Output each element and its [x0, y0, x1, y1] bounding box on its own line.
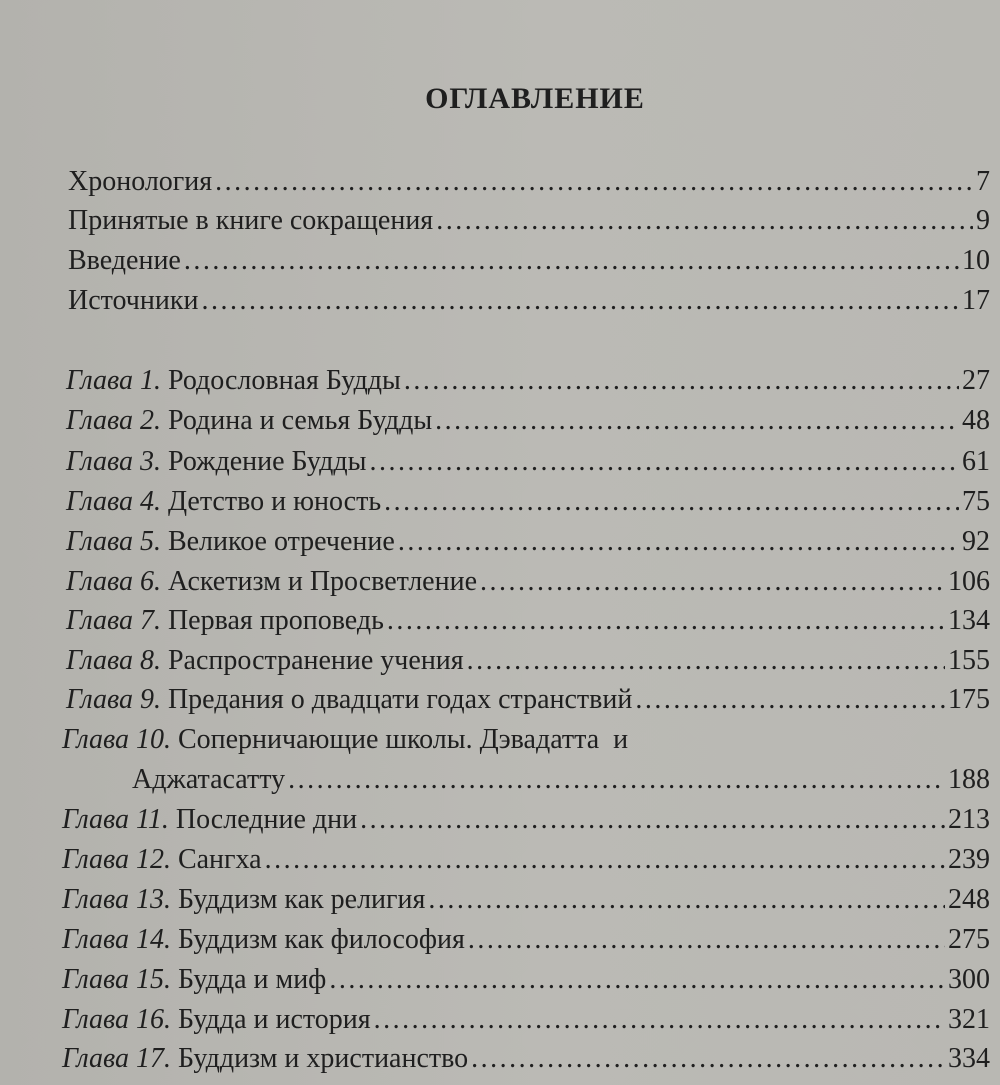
chapter-label: Глава 14.: [62, 924, 171, 955]
chapter-page: 334: [948, 1043, 990, 1074]
chapter-label: Глава 7.: [66, 605, 161, 636]
chapter-page: 27: [962, 365, 990, 396]
entry-title: Источники: [68, 285, 199, 316]
chapter-title: Рождение Будды: [167, 446, 367, 477]
leader-dots: [329, 960, 945, 1000]
chapter-page: 61: [962, 446, 990, 477]
entry-title: Введение: [68, 245, 181, 276]
chapter-entry: [66, 522, 990, 562]
chapter-page: 275: [948, 924, 990, 955]
chapter-label: Глава 8.: [66, 645, 161, 676]
chapter-title: Буддизм и христианство: [177, 1043, 469, 1074]
chapter-title: Распространение учения: [167, 645, 464, 676]
chapter-page: 106: [948, 566, 990, 597]
chapter-label: Глава 4.: [66, 486, 161, 517]
chapter-title: Будда и история: [177, 1004, 371, 1035]
chapter-title-line1: Соперничающие школы. Дэвадатта и: [177, 724, 629, 755]
chapter-label: Глава 1.: [66, 365, 161, 396]
leader-dots: [374, 1000, 945, 1040]
chapter-page: 248: [948, 884, 990, 915]
leader-dots: [201, 281, 959, 321]
chapter-label: Глава 2.: [66, 405, 161, 436]
chapter-title: Буддизм как религия: [177, 884, 426, 915]
chapter-page: 300: [948, 964, 990, 995]
leader-dots: [387, 601, 945, 641]
chapter-entry: [62, 1039, 990, 1079]
chapter-entry: [62, 800, 990, 840]
toc-heading: ОГЛАВЛЕНИЕ: [425, 82, 645, 115]
chapter-title: Родина и семья Будды: [167, 405, 433, 436]
chapter-page: 75: [962, 486, 990, 517]
chapter-entry: [66, 361, 990, 401]
leader-dots: [471, 1039, 945, 1079]
chapter-title: Сангха: [177, 844, 262, 875]
entry-page: 10: [962, 245, 990, 276]
chapter-label: Глава 10.: [62, 724, 171, 755]
entry-page: 7: [976, 166, 990, 197]
chapter-entry: [62, 1000, 990, 1040]
leader-dots: [184, 241, 959, 281]
chapter-title: Родословная Будды: [167, 365, 401, 396]
chapter-entry: [62, 920, 990, 960]
entry-page: 17: [962, 285, 990, 316]
leader-dots: [436, 201, 973, 241]
leader-dots: [480, 562, 945, 602]
chapter-entry: [66, 641, 990, 681]
chapter-label: Глава 17.: [62, 1043, 171, 1074]
chapter-title: Великое отречение: [167, 526, 395, 557]
leader-dots: [360, 800, 945, 840]
entry-title: Хронология: [68, 166, 213, 197]
leader-dots: [265, 840, 945, 880]
entry-title: Принятые в книге сокращения: [68, 205, 434, 236]
chapter-title: Аскетизм и Просветление: [167, 566, 477, 597]
chapter-label: Глава 13.: [62, 884, 171, 915]
chapter-title: Буддизм как философия: [177, 924, 465, 955]
chapter-label: Глава 3.: [66, 446, 161, 477]
chapter-page: 188: [948, 764, 990, 795]
chapter-title: Последние дни: [175, 804, 358, 835]
chapter-page: 175: [948, 684, 990, 715]
chapter-entry: [62, 960, 990, 1000]
toc-entry: [68, 281, 990, 321]
leader-dots: [467, 641, 945, 681]
chapter-entry: [62, 840, 990, 880]
chapter-entry: [66, 601, 990, 641]
chapter-title: Первая проповедь: [167, 605, 384, 636]
toc-entry: [68, 241, 990, 281]
chapter-page: 213: [948, 804, 990, 835]
leader-dots: [384, 482, 959, 522]
chapter-entry: [66, 482, 990, 522]
toc-entry: [68, 201, 990, 241]
leader-dots: [468, 920, 945, 960]
leader-dots: [428, 880, 945, 920]
chapter-page: 92: [962, 526, 990, 557]
chapter-entry: [66, 680, 990, 720]
chapter-entry: [66, 442, 990, 482]
chapter-label: Глава 6.: [66, 566, 161, 597]
leader-dots: [404, 361, 959, 401]
chapter-entry: [66, 562, 990, 602]
chapter-label: Глава 9.: [66, 684, 161, 715]
chapter-entry: [66, 401, 990, 441]
chapter-label: Глава 5.: [66, 526, 161, 557]
chapter-page: 48: [962, 405, 990, 436]
leader-dots: [398, 522, 959, 562]
chapter-title: Будда и миф: [177, 964, 327, 995]
chapter-title: Предания о двадцати годах странствий: [167, 684, 633, 715]
leader-dots: [635, 680, 945, 720]
chapter-title: Детство и юность: [167, 486, 382, 517]
chapter-label: Глава 16.: [62, 1004, 171, 1035]
chapter-page: 321: [948, 1004, 990, 1035]
chapter-entry: [62, 880, 990, 920]
chapter-page: 134: [948, 605, 990, 636]
leader-dots: [215, 162, 973, 202]
chapter-page: 155: [948, 645, 990, 676]
leader-dots: [435, 401, 959, 441]
leader-dots: [288, 760, 945, 800]
leader-dots: [369, 442, 959, 482]
toc-entry: [68, 162, 990, 202]
chapter-entry-line1: [62, 720, 628, 760]
chapter-page: 239: [948, 844, 990, 875]
entry-page: 9: [976, 205, 990, 236]
chapter-title: Аджатасатту: [132, 764, 286, 795]
chapter-label: Глава 11.: [62, 804, 169, 835]
chapter-label: Глава 15.: [62, 964, 171, 995]
chapter-label: Глава 12.: [62, 844, 171, 875]
chapter-entry: [132, 760, 990, 800]
